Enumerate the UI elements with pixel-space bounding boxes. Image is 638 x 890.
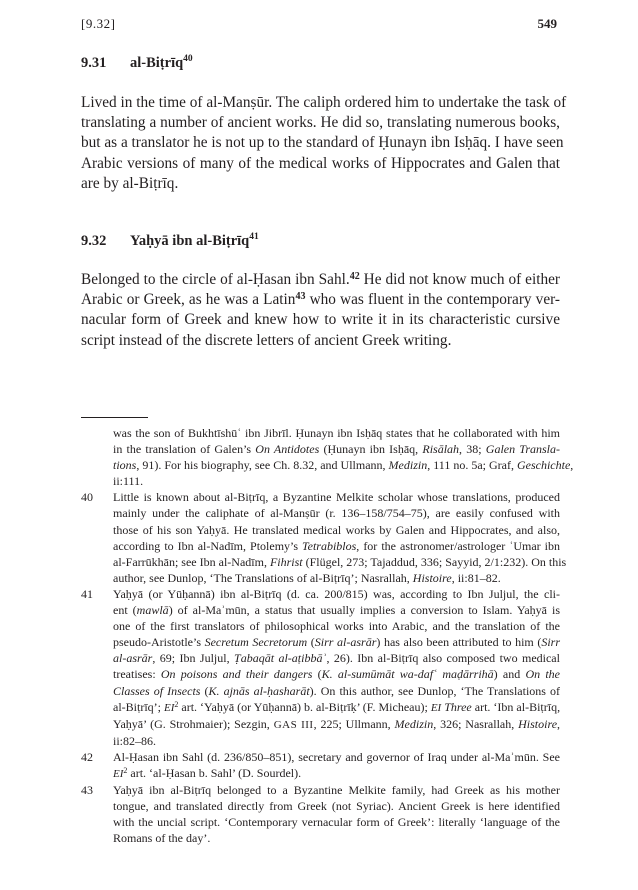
footnote-line: pseudo-Aristotle’s Secretum Secretorum (Sirr al-asrār) has also been attributed to him (Sirr (113, 635, 561, 650)
italic-text: K. al-sumūmāt wa-dafʿ maḍārrihā (321, 667, 494, 682)
footnote-number: 40 (81, 490, 93, 505)
footnote-line: tions, 91). For his biography, see Ch. 8.32, and Ullmann, Medizin, 111 no. 5a; Graf, Geschichte, (113, 458, 574, 473)
section-heading-9-31 (81, 55, 193, 72)
footnote-number: 43 (81, 783, 93, 798)
footnote-line: Romans of the day’. (113, 831, 211, 846)
italic-text: On poisons and their dangers (160, 667, 313, 682)
text-line: Lived in the time of al-Manṣūr. The caliph ordered him to undertake the task of (81, 94, 567, 111)
footnote-line: al-Biṭrīq’; $EI^2$ art. ‘Yaḥyā (or Yūḥannā) b. al-Biṭrīḳ’ (F. Micheau); EI Three art. ‘Ibn al-Biṭrīq, (113, 699, 561, 714)
footnote-number: 41 (81, 586, 93, 601)
italic-text: Galen Transla- (485, 442, 560, 457)
italic-text: Medizin (388, 458, 428, 473)
section-title: al-Biṭrīq (130, 55, 184, 71)
italic-text: Risālah (422, 442, 460, 457)
footnote-line: those of his son Yaḥyā. He translated medical works by Galen and Hippocrates, and also, (113, 522, 560, 537)
footnote-line: Al-Ḥasan ibn Sahl (d. 236/850–851), secretary and governor of Iraq under al-Maʾmūn. See (113, 749, 560, 764)
italic-text: Fihrist (269, 554, 303, 569)
text-line: translating a number of ancient works. He did so, translating numerous books, (81, 114, 560, 132)
text-line: but as a translator he is not up to the standard of Ḥunayn ibn Isḥāq. I have seen (81, 134, 564, 152)
text-line: Arabic versions of many of the medical works of Hippocrates and Galen that (81, 154, 560, 172)
footnote-ref: 41 (249, 232, 259, 242)
footnote-41 (81, 586, 560, 749)
footnote-43 (81, 782, 560, 846)
footnote-separator (81, 417, 148, 418)
italic-text: On Antidotes (255, 442, 320, 457)
italic-text: Geschichte (516, 458, 571, 473)
italic-text: Histoire (518, 716, 558, 731)
text-line: are by al-Biṭrīq. (81, 174, 179, 192)
footnote-line: Classes of Insects (K. ajnās al-ḥasharāt). On this author, see Dunlop, ‘The Translations of (113, 683, 560, 698)
italic-text: Medizin (394, 716, 434, 731)
footnote-line: mainly under the caliphate of al-Manṣūr (r. 136–158/754–75), are easily confused with (113, 506, 560, 521)
footnote-ref: 42 (349, 271, 360, 282)
italic-text: Three (444, 699, 472, 714)
italic-text: al-asrār (113, 651, 153, 666)
superscript: 2 (174, 699, 179, 709)
footnote-line: was the son of Bukhtīshūʿ ibn Jibrīl. Ḥunayn ibn Isḥāq states that he collaborated with him (113, 426, 560, 440)
section-paragraph-9-32 (81, 270, 560, 351)
footnote-42 (81, 749, 560, 782)
footnote-line: Yaḥyā (or Yūḥannā) ibn al-Biṭrīq (d. ca. 200/815) was, according to Ibn Juljul, the cli- (113, 586, 560, 601)
abbrev-text: EI (113, 767, 124, 780)
section-number: 9.32 (81, 233, 107, 249)
italic-text: Sirr al-asrār (314, 635, 377, 650)
footnote-line: ii:82–86. (113, 733, 157, 748)
text-line: Belonged to the circle of al-Ḥasan ibn Sahl.$^{42}$ He did not know much of either (81, 271, 560, 288)
section-number: 9.31 (81, 55, 107, 71)
footnote-line: ent (mawlā) of al-Maʾmūn, a status that usually implies a conversion to Islam. Yaḥyā is (113, 603, 561, 618)
text-line: nacular form of Greek and knew how to write it in its characteristic cursive (81, 311, 560, 329)
page-number: 549 (537, 16, 557, 31)
italic-text: Histoire (412, 570, 452, 585)
footnote-40 (81, 489, 567, 586)
footnote-continued (81, 425, 574, 489)
italic-text: tions (113, 458, 137, 473)
footnote-line: tongue, and translated directly from Greek (not Syriac). Ancient Greek is here identified (113, 799, 560, 814)
footnote-line: treatises: On poisons and their dangers (K. al-sumūmāt wa-dafʿ maḍārrihā) and On the (113, 667, 561, 682)
text-line: Arabic or Greek, as he was a Latin$^{43}$ who was fluent in the contemporary ver- (81, 291, 560, 309)
footnote-line: author, see Dunlop, ‘The Translations of al-Biṭrīq’; Nasrallah, Histoire, ii:81–82. (113, 570, 501, 585)
italic-text: Tetrabiblos (302, 538, 357, 553)
footnote-ref: 43 (295, 291, 306, 303)
footnote-line: al-asrār, 69; Ibn Juljul, Ṭabaqāt al-aṭibbāʾ, 26). Ibn al-Biṭrīq also composed two medical (113, 651, 560, 666)
running-head (81, 16, 557, 32)
abbrev-text: EI (430, 701, 442, 714)
footnote-line: Yaḥyā’ (G. Strohmaier); Sezgin, GAS III, 225; Ullmann, Medizin, 326; Nasrallah, Histoire, (113, 716, 561, 731)
footnote-line: with the uncial script. ‘Contemporary vernacular form of Greek’: literally ‘language of the (113, 815, 560, 830)
italic-text: Classes of Insects (113, 683, 201, 698)
footnote-line: in the translation of Galen’s On Antidotes (Ḥunayn ibn Isḥāq, Risālah, 38; Galen Transla- (113, 442, 560, 457)
section-heading-9-32 (81, 233, 259, 250)
footnote-line: one of the first translators of philosophical works into Arabic, and the translation of the (113, 619, 560, 634)
text-line: script instead of the discrete letters of ancient Greek writing. (81, 331, 452, 349)
italic-text: K. ajnās al-ḥasharāt (208, 683, 310, 698)
italic-text: On the (525, 667, 561, 682)
italic-text: Secretum Secretorum (204, 635, 308, 650)
footnote-line: $EI^2$ art. ‘al-Ḥasan b. Sahl’ (D. Sourdel). (113, 765, 302, 780)
footnote-ref: 40 (183, 54, 193, 64)
section-paragraph-9-31 (81, 93, 567, 194)
section-reference: [9.32] (81, 16, 116, 31)
italic-text: Ṭabaqāt al-aṭibbāʾ (234, 651, 327, 666)
superscript: 2 (123, 765, 128, 775)
section-title: Yaḥyā ibn al-Biṭrīq (130, 233, 250, 249)
abbrev-text: GAS (273, 718, 298, 731)
italic-text: Sirr (541, 635, 561, 650)
footnote-line: Little is known about al-Biṭrīq, a Byzantine Melkite scholar whose translations, produced (113, 490, 560, 505)
footnote-line: al-Farrūkhān; see Ibn al-Nadīm, Fihrist (Flügel, 273; Tajaddud, 336; Sayyid, 2/1:232). On this (113, 554, 567, 569)
footnotes (81, 425, 574, 846)
footnote-line: ii:111. (113, 474, 144, 489)
footnote-line: according to Ibn al-Nadīm, Ptolemy’s Tetrabiblos, for the astronomer/astrologer ʿUmar ibn (113, 538, 560, 553)
footnote-line: Yaḥyā ibn al-Biṭrīq belonged to a Byzantine Melkite family, had Greek as his mother (113, 783, 560, 798)
footnote-number: 42 (81, 749, 93, 764)
italic-text: mawlā (136, 603, 169, 618)
abbrev-text: III (301, 718, 314, 731)
abbrev-text: EI (164, 701, 175, 714)
